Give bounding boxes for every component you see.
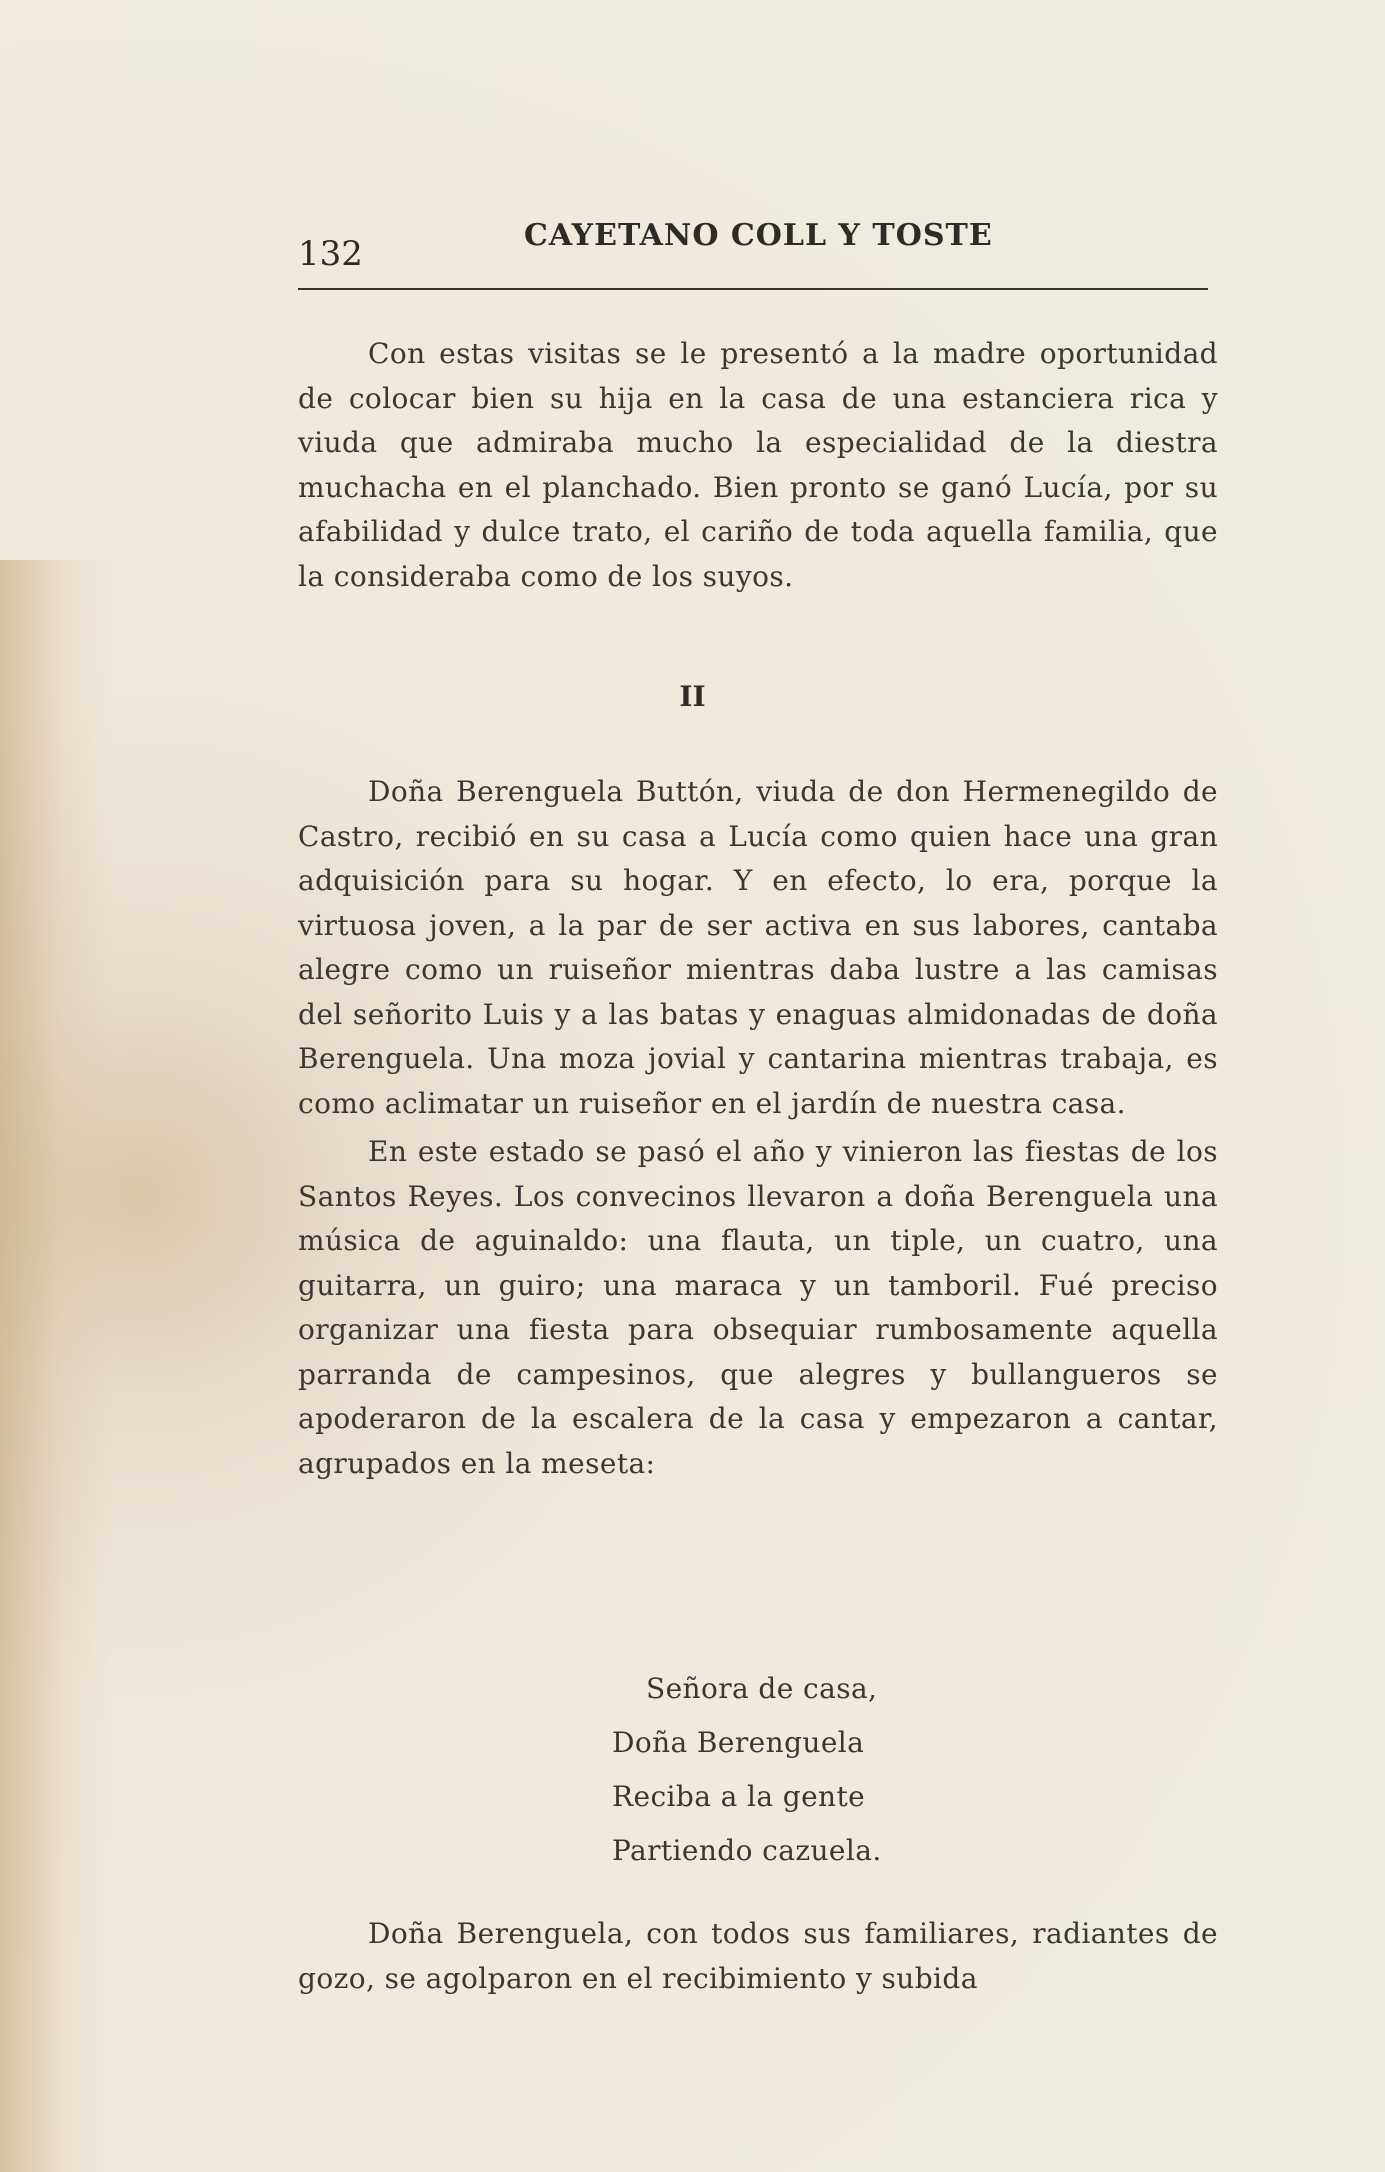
section-2-text-a: [298, 770, 1218, 1486]
section-heading: II: [679, 680, 706, 713]
running-head: CAYETANO COLL Y TOSTE: [524, 218, 993, 253]
verse: [612, 1662, 882, 1878]
verse-line: Señora de casa,: [646, 1672, 878, 1705]
page-header: [298, 218, 1208, 290]
paragraph: Doña Berenguela Buttón, viuda de don Hermenegildo de Castro, recibió en su casa a Lucía como quien hace una gran adquisición para su hogar. Y en efecto, lo era, porque la virtuosa joven, a la par de ser activa en sus labores, cantaba alegre como un ruiseñor mientras daba lustre a las camisas del señorito Luis y a las batas y enaguas almidonadas de doña Berenguela. Una moza jovial y cantarina mientras trabaja, es como aclimatar un ruiseñor en el jardín de nuestra casa.: [298, 775, 1218, 1120]
paragraph: Doña Berenguela, con todos sus familiares, radiantes de gozo, se agolparon en el recibimiento y subida: [298, 1917, 1218, 1995]
paper-stain: [0, 560, 110, 2172]
section-2-text-b: [298, 1912, 1218, 2001]
paragraph: Con estas visitas se le presentó a la madre oportunidad de colocar bien su hija en la casa de una estanciera rica y viuda que admiraba mucho la especialidad de la diestra muchacha en el planchado. Bien pronto se ganó Lucía, por su afabilidad y dulce trato, el cariño de toda aquella familia, que la consideraba como de los suyos.: [298, 337, 1218, 593]
section-1-text: [298, 332, 1218, 599]
paragraph: En este estado se pasó el año y vinieron las fiestas de los Santos Reyes. Los convecinos llevaron a doña Berenguela una música de aguinaldo: una flauta, un tiple, un cuatro, una guitarra, un guiro; una maraca y un tamboril. Fué preciso organizar una fiesta para obsequiar rumbosamente aquella parranda de campesinos, que alegres y bullangueros se apoderaron de la escalera de la casa y empezaron a cantar, agrupados en la meseta:: [298, 1135, 1218, 1480]
verse-line: Reciba a la gente: [612, 1780, 866, 1813]
verse-line: Partiendo cazuela.: [612, 1834, 882, 1867]
verse-line: Doña Berenguela: [612, 1726, 865, 1759]
page-number: 132: [298, 234, 363, 274]
